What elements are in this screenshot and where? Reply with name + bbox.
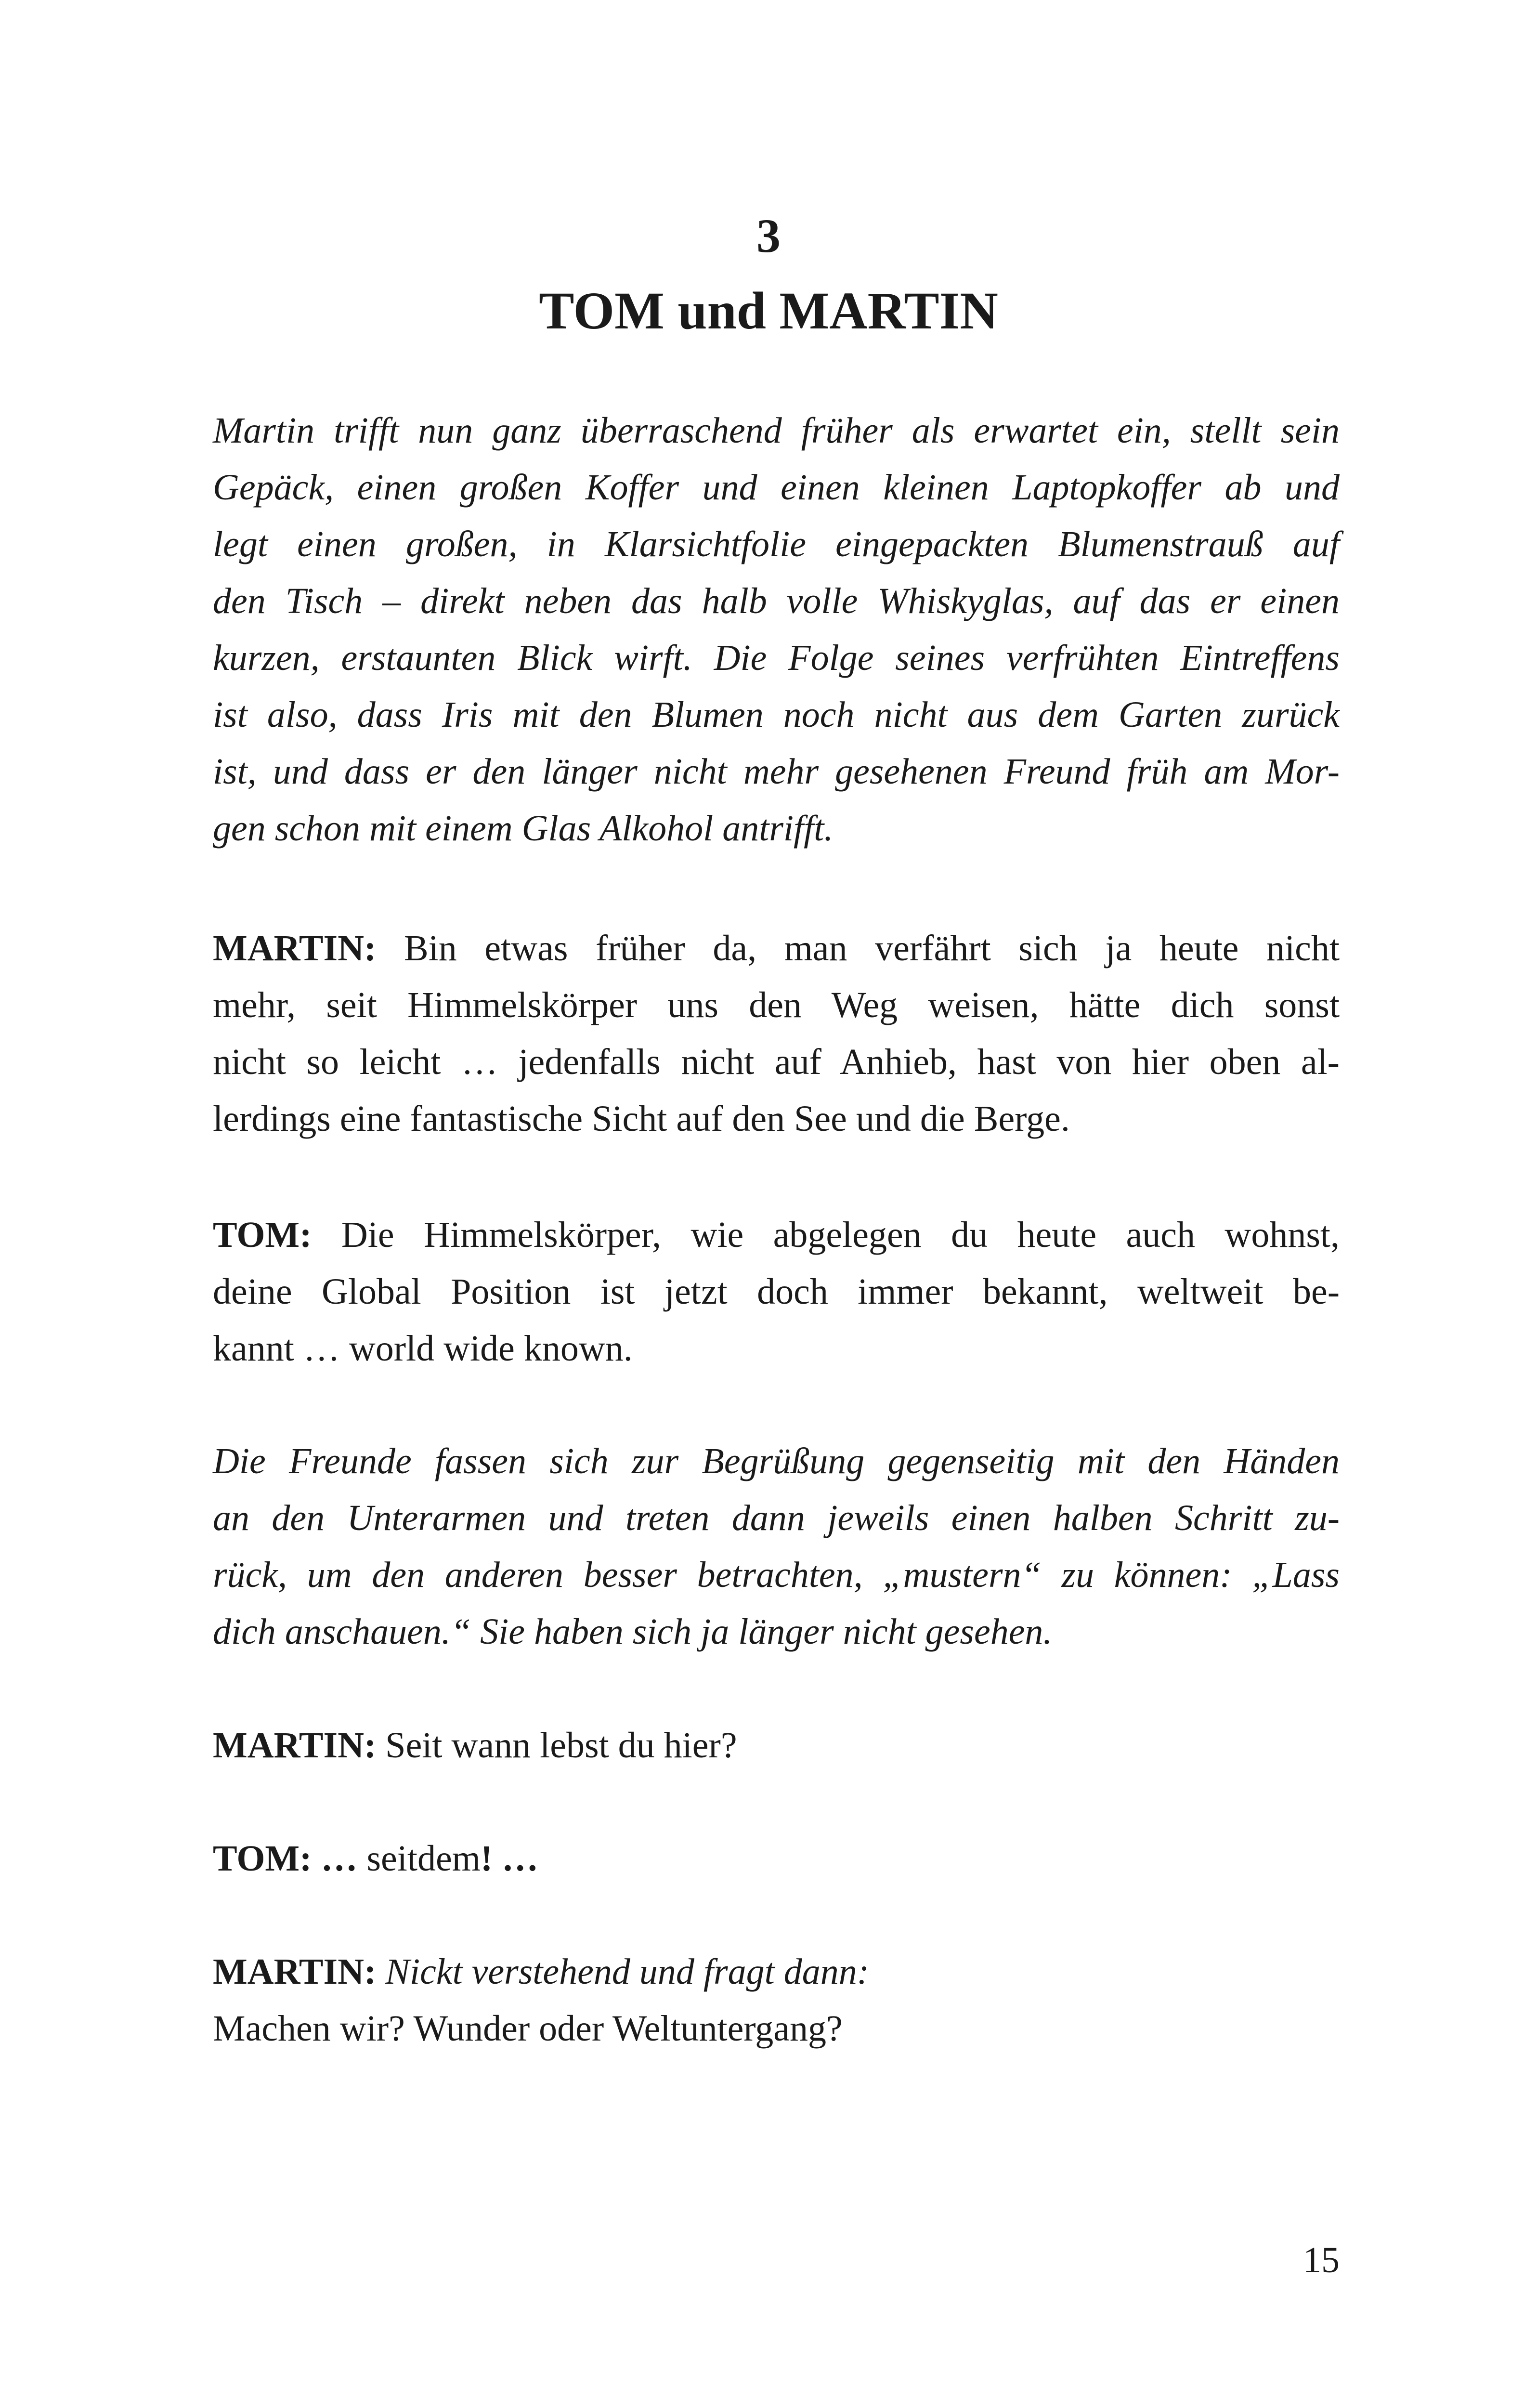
chapter-title: TOM und MARTIN (539, 281, 998, 340)
dialogue-first-line (213, 920, 1340, 977)
dialogue-line: lerdings eine fantastische Sicht auf den See und die Berge. (213, 1099, 1070, 1139)
dialogue-line: mehr, seit Himmelskörper uns den Weg weisen, hätte dich sonst (213, 985, 1340, 1025)
exclamation-tail: ! … (480, 1838, 539, 1879)
stage-direction-line: ist also, dass Iris mit den Blumen noch nicht aus dem Garten zurück (213, 694, 1340, 735)
stage-direction-line: Martin trifft nun ganz überraschend früher als erwartet ein, stellt sein (213, 410, 1340, 451)
stage-direction-line: Die Freunde fassen sich zur Begrüßung gegenseitig mit den Händen (213, 1441, 1340, 1481)
stage-direction-line: an den Unterarmen und treten dann jeweils einen halben Schritt zu- (213, 1498, 1340, 1538)
stage-direction-line: kurzen, erstaunten Blick wirft. Die Folge seines verfrühten Eintreffens (213, 638, 1340, 678)
stage-direction-line: ist, und dass er den länger nicht mehr gesehenen Freund früh am Mor- (213, 751, 1340, 792)
dialogue-text: Seit wann lebst du hier? (385, 1725, 737, 1766)
dialogue-first-line (213, 1717, 1340, 1774)
stage-direction-line: den Tisch – direkt neben das halb volle Whiskyglas, auf das er einen (213, 581, 1340, 621)
dialogue-tom-1 (213, 1206, 1340, 1377)
speaker-name: MARTIN: (213, 1725, 377, 1766)
chapter-number: 3 (756, 209, 781, 262)
dialogue-first-line (213, 1206, 1340, 1263)
speaker-name: TOM: (213, 1838, 312, 1879)
dialogue-text: Bin etwas früher da, man verfährt sich ja heute nicht (404, 928, 1340, 968)
dialogue-tom-2 (213, 1830, 1340, 1887)
stage-direction-1 (213, 402, 1340, 857)
dialogue-text: seitdem (366, 1838, 481, 1879)
dialogue-first-line (213, 1830, 1340, 1887)
dialogue-text: Die Himmelskörper, wie abgelegen du heute auch wohnst, (341, 1215, 1340, 1255)
stage-direction-line: Gepäck, einen großen Koffer und einen kleinen Laptopkoffer ab und (213, 467, 1340, 508)
speaker-name: TOM: (213, 1215, 312, 1255)
dialogue-line: Machen wir? Wunder oder Weltuntergang? (213, 2008, 843, 2049)
stage-direction-2 (213, 1433, 1340, 1660)
speaker-name: MARTIN: (213, 928, 377, 968)
dialogue-first-line (213, 1943, 1340, 2000)
dialogue-martin-3 (213, 1943, 1340, 2057)
dialogue-martin-1 (213, 920, 1340, 1147)
dialogue-martin-2 (213, 1717, 1340, 1774)
inline-stage-direction: Nickt verstehend und fragt dann: (385, 1951, 869, 1992)
stage-direction-line: rück, um den anderen besser betrachten, „mustern“ zu können: „Lass (213, 1555, 1340, 1595)
page-number: 15 (1303, 2240, 1340, 2280)
dialogue-line: deine Global Position ist jetzt doch immer bekannt, weltweit be- (213, 1271, 1340, 1312)
speaker-name: MARTIN: (213, 1951, 377, 1992)
stage-direction-line: gen schon mit einem Glas Alkohol antrifft. (213, 808, 834, 849)
stage-direction-line: legt einen großen, in Klarsichtfolie eingepackten Blumenstrauß auf (213, 524, 1340, 564)
dialogue-line: nicht so leicht … jedenfalls nicht auf Anhieb, hast von hier oben al- (213, 1042, 1340, 1082)
stage-direction-line: dich anschauen.“ Sie haben sich ja länger nicht gesehen. (213, 1611, 1053, 1652)
dialogue-line: kannt … world wide known. (213, 1328, 633, 1369)
ellipsis-lead: … (321, 1838, 358, 1879)
